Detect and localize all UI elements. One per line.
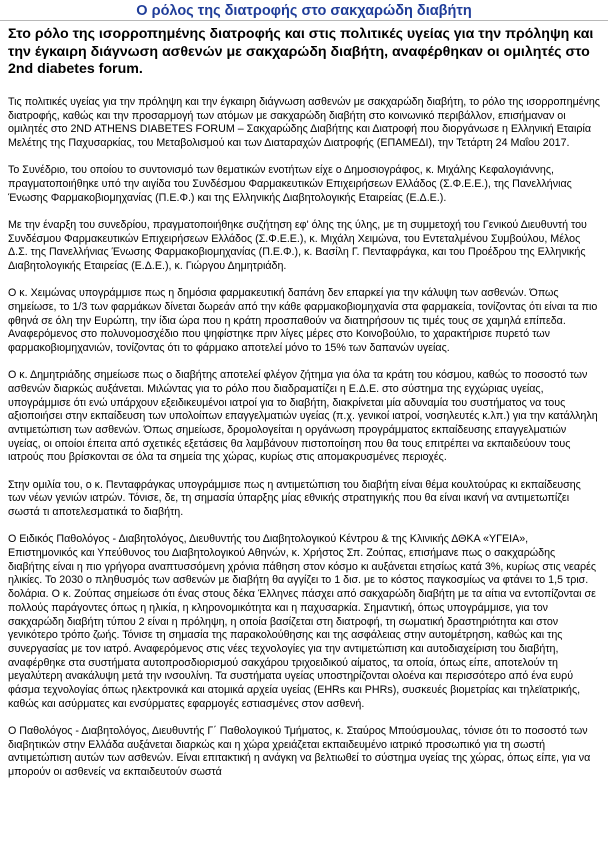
paragraph-intro: Τις πολιτικές υγείας για την πρόληψη και την έγκαιρη διάγνωση ασθενών με σακχαρώδη διαβήτη, το ρόλο της ισορροπημένης διατροφής, καθώς και την προσαρμογή των ατόμων με σακχαρώδη διαβήτη στο κοινωνικό περιβάλλον, επισήμαναν οι ομιλητές στο 2ND ATHENS DIABETES FORUM – Σακχαρώδης Διαβήτης και Διατροφή που διοργάνωσε η Ελληνική Εταιρία Μελέτης της Παχυσαρκίας, του Μεταβολισμού και των Διαταραχών Διατροφής (ΕΠΑΜΕΔΙ), την Τετάρτη 24 Μαΐου 2017. [8, 96, 600, 150]
paragraph-pentafragkas: Στην ομιλία του, ο κ. Πενταφράγκας υπογράμμισε πως η αντιμετώπιση του διαβήτη είναι θέμα κουλτούρας κι εκπαίδευσης των νέων γενιών ιατρών. Τόνισε, δε, τη σημασία ύπαρξης μίας εθνικής στρατηγικής που θα είναι ικανή να αντιμετωπίζει σωστά τι αποτελεσματικά το διαβήτη. [8, 478, 581, 519]
paragraph-conference: Το Συνέδριο, του οποίου το συντονισμό των θεματικών ενοτήτων είχε ο Δημοσιογράφος, κ. Μιχάλης Κεφαλογιάννης, πραγματοποιήθηκε υπό την αιγίδα του Συνδέσμου Φαρμακευτικών Επιχειρήσεων Ελλάδος (Σ.Φ.Ε.Ε.), της Πανελλήνιας Ένωσης Φαρμακοβιομηχανίας (Π.Ε.Φ.) και της Ελληνικής Διαβητολογικής Εταιρείας (Ε.Δ.Ε.). [8, 164, 572, 204]
paragraph-dimitriadis: Ο κ. Δημητριάδης σημείωσε πως ο διαβήτης αποτελεί φλέγον ζήτημα για όλα τα κράτη του κόσμου, καθώς το ποσοστό των ασθενών διαρκώς αυξάνεται. Μιλώντας για το ρόλο που διαδραματίζει η Ε.Δ.Ε. στο σύστημα της εγχώριας υγείας, υπογράμμισε ότι ενώ υπάρχουν εξειδικευμένοι ιατροί για το διαβήτη, διακρίνεται μία αδυναμία του συστήματος να τους αξιοποιήσει στην εκπαίδευση των υπολοίπων επαγγελματιών υγείας (π.χ. γενικοί ιατροί, νοσηλευτές κ.λπ.) για την κατάλληλη αντιμετώπιση των ασθενών. Όπως σημείωσε, δρομολογείται η οργάνωση προγράμματος εκπαίδευσης επαγγελματιών υγείας, οι οποίοι έπειτα από σχετικές εξετάσεις θα λαμβάνουν πιστοποίηση που θα τους επιτρέπει να εκπαιδεύουν τους ιατρούς που βρίσκονται σε όλα τα σημεία της χώρας, κυρίως στις απομακρυσμένες περιοχές. [8, 369, 598, 464]
paragraph-zoupas: Ο Ειδικός Παθολόγος - Διαβητολόγος, Διευθυντής του Διαβητολογικού Κέντρου & της Κλινικής ΔΘΚΑ «ΥΓΕΙΑ», Επιστημονικός και Υπεύθυνος του Διαβητολογικού Αθηνών, κ. Χρήστος Σπ. Ζούπας, επισήμανε πως ο σακχαρώδης διαβήτης είναι η πιο γρήγορα αναπτυσσόμενη χρόνια πάθηση στον κόσμο κι αυξάνεται ετησίως κατά 3%, κυρίως στις νεαρές ηλικίες. Το 2030 ο πληθυσμός των ασθενών με διαβήτη θα αγγίζει το 1 δισ. με το κόστος παγκοσμίως να φτάνει το 1,5 τρισ. δολάρια. Ο κ. Ζούπας σημείωσε ότι ένας στους δέκα Έλληνες πάσχει από σακχαρώδη διαβήτη με τα αίτια να εντοπίζονται σε πολλούς παράγοντες όπως η ηλικία, η κληρονομικότητα και η παχυσαρκία. Σημαντική, όπως υπογράμμισε, για τον σακχαρώδη διαβήτη τύπου 2 είναι η πρόληψη, η οποία βασίζεται στη διατροφή, τη σωματική δραστηριότητα και στον γενικότερο τρόπο ζωής. Τόνισε τη σημασία της παρακολούθησης και της ασφάλειας στην αυτομέτρηση, καθώς και της συνεργασίας με τον ιατρό. Αναφερόμενος στις νέες τεχνολογίες για την αντιμετώπιση και αυτοδιαχείριση του διαβήτη, αναφέρθηκε στα συστήματα αυτοπροσδιορισμού σακχάρου τριχοειδικού αίματος, τα οποία, όπως είπε, αποτελούν τη μεγαλύτερη ανακάλυψη μετά την ινσουλίνη. Τα συστήματα υγείας υποστηρίζονται ολοένα και περισσότερο από ένα ευρύ φάσμα τεχνολογίας όπως ηλεκτρονικά και ατομικά αρχεία υγείας (EHRs και PHRs), συσκευές βιομετρίας και τηλεϊατρικής, καθώς και ασύρματες και ενσύρματες εφαρμογές εστιασμένες στον ασθενή. [8, 533, 596, 710]
paragraph-opening-discussion: Με την έναρξη του συνεδρίου, πραγματοποιήθηκε συζήτηση εφ' όλης της ύλης, με τη συμμετοχή του Γενικού Διευθυντή του Συνδέσμου Φαρμακευτικών Επιχειρήσεων Ελλάδος (Σ.Φ.Ε.Ε.), κ. Μιχάλη Χειμώνα, του Εντεταλμένου Συμβούλου, Μέλος Δ.Σ. της Πανελλήνιας Ένωσης Φαρμακοβιομηχανίας (Π.Ε.Φ.), κ. Βασίλη Γ. Πενταφράγκα, και του Προέδρου της Ελληνικής Διαβητολογικής Εταιρείας (Ε.Δ.Ε.), κ. Γιώργου Δημητριάδη. [8, 218, 587, 273]
article-body [8, 96, 600, 793]
title-divider [0, 20, 608, 21]
paragraph-bousmoulas: Ο Παθολόγος - Διαβητολόγος, Διευθυντής Γ΄ Παθολογικού Τμήματος, κ. Σταύρος Μπούσμουλας, τόνισε ότι το ποσοστό των διαβητικών στην Ελλάδα αυξάνεται διαρκώς και η χώρα χρειάζεται εκπαιδευμένο ιατρικό προσωπικό για τη σωστή αντιμετώπιση αυτών των ασθενών. Είναι επιτακτική η ανάγκη να βελτιωθεί το σύστημα υγείας της χώρας, όπως είπε, για να μπορούν οι ασθενείς να εκπαιδευτούν σωστά [8, 724, 591, 779]
article-title: Ο ρόλος της διατροφής στο σακχαρώδη διαβήτη [136, 3, 472, 19]
article-lead: Στο ρόλο της ισορροπημένης διατροφής και στις πολιτικές υγείας για την πρόληψη και την έγκαιρη διάγνωση ασθενών με σακχαρώδη διαβήτη, αναφέρθηκαν οι ομιλητές στο 2nd diabetes forum. [8, 26, 594, 77]
paragraph-cheimonas: Ο κ. Χειμώνας υπογράμμισε πως η δημόσια φαρμακευτική δαπάνη δεν επαρκεί για την κάλυψη των ασθενών. Όπως σημείωσε, το 1/3 των φαρμάκων δίνεται δωρεάν από την κάθε φαρμακοβιομηχανία στα φαρμακεία, τονίζοντας ότι είναι τα πιο φθηνά σε όλη την Ευρώπη, την ίδια ώρα που η κράτη προσπαθούν να διατηρήσουν τις τιμές τους σε χαμηλά επίπεδα. Αναφερόμενος στο πολυνομοσχέδιο που ψηφίστηκε πριν λίγες μέρες στο Κοινοβούλιο, το χαρακτήρισε πυρετό των φαρμακοβιομηχανιών, τονίζοντας ότι το φάρμακο αποτελεί μόνο το 15% των δαπανών υγείας. [8, 287, 598, 355]
